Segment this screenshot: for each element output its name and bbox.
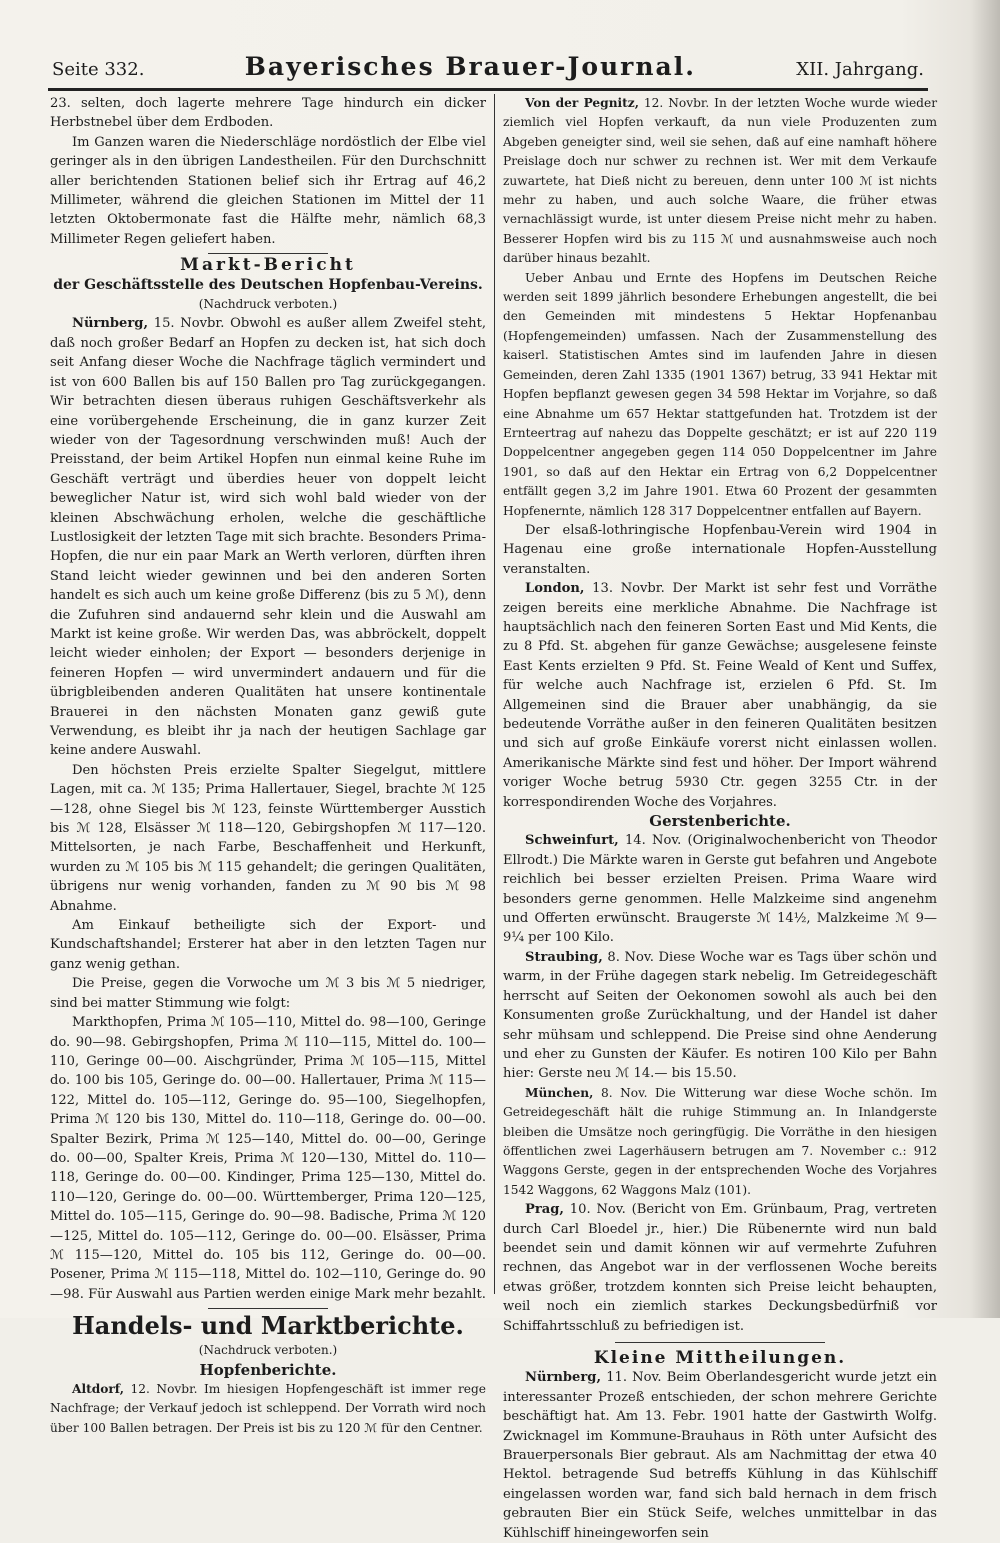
straubing-text: 8. Nov. Diese Woche war es Tags über schön und warm, in der Frühe dagegen stark nebelig. Im Getreidegeschäft herrscht auf Seiten der Oekonomen sowohl als auch bei den Konsumenten große Zurückhaltung, und der Handel ist daher sehr mühsam und schleppend. Die Preise sind ohne Aenderung und eher zu Gunsten der Käufer. Es notiren 100 Kilo per Bahn hier: Gerste neu ℳ 14.— bis 15.50. [503, 949, 938, 1082]
muenchen-text: 8. Nov. Die Witterung war diese Woche schön. Im Getreidegeschäft hält die ruhige Stimmung an. In Inlandgerste bleiben die Umsätze noch geringfügig. Die Vorräthe in den hiesigen öffentlichen zwei Lagerhäusern betrugen am 7. November c.: 912 Waggons Gerste, gegen in der entsprechenden Woche des Vorjahres 1542 Waggons, 62 Waggons Malz (101). [503, 1085, 937, 1197]
schweinfurt-place: Schweinfurt, [525, 833, 619, 849]
header-rule [48, 88, 928, 91]
market-report-note: (Nachdruck verboten.) [198, 297, 338, 312]
nuernberg-news-place: Nürnberg, [525, 1370, 602, 1386]
journal-title: Bayerisches Brauer-Journal. [244, 52, 696, 81]
nuernberg-report [50, 314, 486, 760]
london-place: London, [525, 581, 585, 597]
muenchen-place: München, [525, 1085, 594, 1100]
prices-intro: Die Preise, gegen die Vorwoche um ℳ 3 bis ℳ 5 niedriger, sind bei matter Stimmung wie folgt: [50, 976, 486, 1011]
market-report-title: Markt-Bericht [180, 255, 356, 276]
price-list: Markthopfen, Prima ℳ 105—110, Mittel do. 98—100, Geringe do. 90—98. Gebirgshopfen, Prima ℳ 110—115, Mittel do. 100—110, Geringe 00—00. Aischgründer, Prima ℳ 105—115, Mittel do. 100 bis 105, Geringe do. 00—00. Hallertauer, Prima ℳ 115—122, Mittel do. 105—112, Geringe do. 95—100, Siegelhopfen, Prima ℳ 120 bis 130, Mittel do. 110—118, Geringe do. 00—00. Spalter Bezirk, Prima ℳ 125—140, Mittel do. 00—00, Geringe do. 00—00, Spalter Kreis, Prima ℳ 120—130, Mittel do. 110—118, Geringe do. 00—00. Kindinger, Prima 125—130, Mittel do. 110—120, Geringe do. 00—00. Württemberger, Prima 120—125, Mittel do. 105—115, Geringe do. 90—98. Badische, Prima ℳ 120—125, Mittel do. 105—112, Geringe do. 00—00. Elsässer, Prima ℳ 115—120, Mittel do. 105 bis 112, Geringe do. 00—00. Posener, Prima ℳ 115—118, Mittel do. 102—110, Geringe do. 90—98. Für Auswahl aus Partien werden einige Mark mehr bezahlt. [50, 1015, 486, 1302]
prag-report [503, 1200, 937, 1336]
volume-label: XII. Jahrgang. [796, 59, 924, 80]
straubing-place: Straubing, [525, 949, 603, 965]
schweinfurt-text: 14. Nov. (Originalwochenbericht von Theodor Ellrodt.) Die Märkte waren in Gerste gut befahren und Angebote reichlich bei besser erzielten Preisen. Prima Waare wird besonders gerne genommen. Helle Malzkeime sind angenehm und Offerten erwünscht. Braugerste ℳ 14½, Malzkeime ℳ 9—9¼ per 100 Kilo. [503, 833, 937, 946]
pegnitz-place: Von der Pegnitz, [525, 96, 639, 110]
altdorf-place: Altdorf, [72, 1382, 125, 1396]
london-report [503, 579, 937, 812]
purchase-paragraph: Am Einkauf betheiligte sich der Export- und Kundschaftshandel; Ersterer hat aber in den letzten Tagen nur ganz wenig gethan. [50, 918, 486, 972]
muenchen-report [503, 1084, 937, 1200]
highest-price-paragraph: Den höchsten Preis erzielte Spalter Siegelgut, mittlere Lagen, mit ca. ℳ 135; Prima Hallertauer, Siegel, brachte ℳ 125—128, ohne Siegel bis ℳ 123, feinste Württemberger Ausstich bis ℳ 128, Elsässer ℳ 118—120, Gebirgshopfen ℳ 117—120. Mittelsorten, je nach Farbe, Beschaffenheit und Herkunft, wurden zu ℳ 105 bis ℳ 115 gehandelt; die geringen Qualitäten, übrigens nur wenig vorhanden, fanden zu ℳ 90 bis ℳ 98 Abnahme. [50, 762, 486, 914]
nuernberg-place: Nürnberg, [72, 316, 149, 332]
page-number: Seite 332. [52, 59, 145, 80]
nuernberg-news [503, 1368, 937, 1543]
right-column [503, 94, 937, 1543]
london-text: 13. Novbr. Der Markt ist sehr fest und Vorräthe zeigen bereits eine merkliche Abnahme. Die Nachfrage ist hauptsächlich nach den feineren Sorten East und Mid Kents, die zu 8 Pfd. St. abgehen für ganze Gewächse; ausgelesene feinste East Kents erzielten 9 Pfd. St. Feine Weald of Kent und Suffex, für welche auch Nachfrage ist, erzielen 6 Pfd. St. Im Allgemeinen sind die Brauer aber unabhängig, da sie bedeutende Vorräthe außer in den feineren Qualitäten besitzen und sich auf große Einkäufe vorerst nicht einlassen wollen. Amerikanische Märkte sind fest und höher. Der Import während voriger Woche betrug 5930 Ctr. gegen 3255 Ctr. in der korrespondirenden Woche des Vorjahres. [503, 581, 937, 810]
pegnitz-report [503, 94, 937, 269]
section-rule-3 [615, 1342, 825, 1343]
weather-paragraph: Im Ganzen waren die Niederschläge nordöstlich der Elbe viel geringer als in den übrigen Landestheilen. Für den Durchschnitt aller berichtenden Stationen belief sich ihr Ertrag auf 46,2 Millimeter, während die gleichen Stationen im Mittel der 11 letzten Oktobermonate fast die Hälfte mehr, nämlich 68,3 Millimeter Regen geliefert haben. [50, 134, 486, 247]
nuernberg-news-text: 11. Nov. Beim Oberlandesgericht wurde jetzt ein interessanter Prozeß entschieden, der schon mehrere Gerichte beschäftigt hat. Am 13. Febr. 1901 hatte der Gastwirth Wolfg. Zwicknagel im Kommune-Brauhaus in Röth unter Aufsicht des Brauerpersonals Bier gebraut. Als am Nachmittag der etwa 40 Hektol. betragende Sud betreffs Kühlung in das Kühlschiff eingelassen worden war, fand sich bald hernach in dem frisch gebrauten Bier ein Stück Seife, welches unmittelbar in das Kühlschiff hineingeworfen sein [503, 1370, 937, 1541]
column-divider [494, 94, 495, 1294]
market-report-subtitle: der Geschäftsstelle des Deutschen Hopfenbau-Vereins. [53, 276, 483, 293]
nuernberg-text: 15. Novbr. Obwohl es außer allem Zweifel steht, daß noch großer Bedarf an Hopfen zu decken ist, hat sich doch seit Anfang dieser Woche die Nachfrage täglich vermindert und ist von 600 Ballen bis auf 150 Ballen pro Tag zurückgegangen. Wir betrachten diesen überaus ruhigen Geschäftsverkehr als eine vorübergehende Erscheinung, die in ganz kurzer Zeit wieder von der Tagesordnung verschwinden muß! Auch der Preisstand, der beim Artikel Hopfen nun einmal keine Ruhe im Geschäft verträgt und überdies heuer von doppelt leicht beweglicher Natur ist, wird sich wohl bald wieder von der kleinen Abschwächung erholen, welche die geschäftliche Lustlosigkeit der letzten Tage mit sich brachte. Besonders Prima-Hopfen, die nur ein paar Mark an Werth verloren, dürften ihren Stand leicht wieder gewinnen und bei den anderen Sorten handelt es sich auch um keine große Differenz (bis zu 5 ℳ), denn die Zufuhren sind andauernd sehr klein und die Auswahl am Markt ist keine große. Wir werden Das, was abbröckelt, doppelt leicht wieder einholen; der Export — besonders derjenige in feineren Hopfen — wird unvermindert andauern und für die übrigbleibenden anderen Qualitäten hat unsere kontinentale Brauerei in den nächsten Monaten ganz gewiß gute Verwendung, es bleibt ihr ja nach der heutigen Sachlage gar keine andere Auswahl. [50, 316, 486, 759]
straubing-report [503, 948, 937, 1084]
hop-reports-title: Hopfenberichte. [199, 1360, 337, 1379]
trade-reports-note: (Nachdruck verboten.) [198, 1343, 338, 1358]
cultivation-paragraph: Ueber Anbau und Ernte des Hopfens im Deutschen Reiche werden seit 1899 jährlich besondere Erhebungen angestellt, die bei den Gemeinden mit mindestens 5 Hektar Hopfenanbau (Hopfengemeinden) umfassen. Nach der Zusammenstellung des kaiserl. Statistischen Amtes sind im laufenden Jahre in diesen Gemeinden, deren Zahl 1335 (1901 1367) betrug, 33 941 Hektar mit Hopfen bepflanzt gewesen gegen 34 598 Hektar im Vorjahre, so daß eine Abnahme um 657 Hektar stattgefunden hat. Trotzdem ist der Ernteertrag auf nahezu das Doppelte geschätzt; er ist auf 220 119 Doppelcentner angegeben gegen 114 050 Doppelcentner im Jahre 1901, so daß auf den Hektar ein Ertrag von 6,2 Doppelcentner entfällt gegen 3,2 im Jahre 1901. Etwa 60 Prozent der gesammten Hopfenernte, nämlich 128 317 Doppelcentner entfallen auf Bayern. [503, 270, 937, 518]
schweinfurt-report [503, 831, 937, 947]
alsace-paragraph: Der elsaß-lothringische Hopfenbau-Verein wird 1904 in Hagenau eine große internationale Hopfen-Ausstellung veranstalten. [503, 522, 937, 577]
altdorf-text: 12. Novbr. Im hiesigen Hopfengeschäft ist immer rege Nachfrage; der Verkauf jedoch ist schleppend. Der Vorrath wird noch über 100 Ballen betragen. Der Preis ist bis zu 120 ℳ für den Centner. [50, 1382, 486, 1435]
weather-continued: 23. selten, doch lagerte mehrere Tage hindurch ein dicker Herbstnebel über dem Erdboden. [50, 96, 486, 131]
section-rule-2 [208, 1308, 328, 1309]
prag-place: Prag, [525, 1202, 564, 1218]
prag-text: 10. Nov. (Bericht von Em. Grünbaum, Prag, vertreten durch Carl Bloedel jr., hier.) Die Rübenernte wird nun bald beendet sein und damit können wir auf vermehrte Zufuhren rechnen, das Angebot war in der verflossenen Woche bereits etwas größer, trotzdem konnten sich Preise leicht behaupten, weil noch ein ziemlich starkes Deckungsbedürfniß vor Schiffahrtsschluß zu befriedigen ist. [503, 1202, 937, 1334]
page-header [52, 52, 924, 86]
trade-reports-title: Handels- und Marktberichte. [72, 1311, 464, 1341]
left-column [50, 94, 486, 1438]
pegnitz-text: 12. Novbr. In der letzten Woche wurde wieder ziemlich viel Hopfen verkauft, da nun viele Produzenten zum Abgeben geneigter sind, weil sie sehen, daß auf eine namhaft höhere Preislage doch nur schwer zu rechnen ist. Wer mit dem Verkaufe zuwartete, hat Dieß nicht zu bereuen, denn unter 100 ℳ ist nichts mehr zu haben, und auch solche Waare, die früher etwas vernachlässigt wurde, ist unter diesem Preise nicht mehr zu haben. Besserer Hopfen wird bis zu 115 ℳ und ausnahmsweise auch noch darüber hinaus bezahlt. [503, 96, 938, 266]
altdorf-report [50, 1380, 486, 1438]
section-rule [208, 253, 328, 254]
small-news-title: Kleine Mittheilungen. [593, 1348, 847, 1368]
barley-reports-title: Gerstenberichte. [649, 812, 791, 831]
